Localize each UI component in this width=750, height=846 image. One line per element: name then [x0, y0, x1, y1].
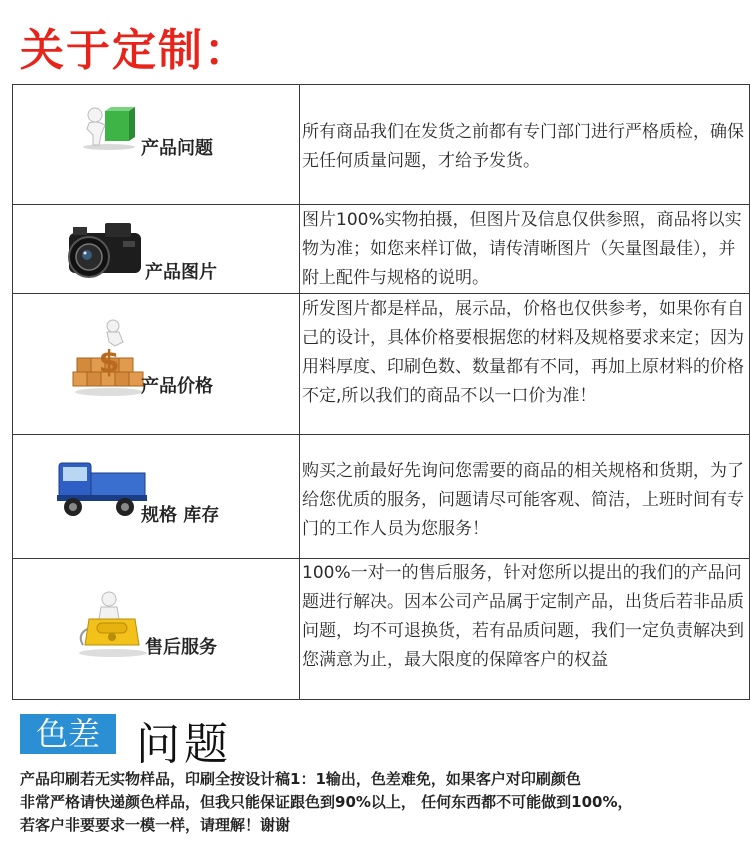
person-with-telephone-icon	[73, 589, 153, 659]
color-difference-badge: 色差	[20, 714, 116, 754]
info-table	[12, 84, 750, 700]
table-row	[13, 559, 750, 700]
row-label: 产品价格	[141, 376, 213, 397]
table-row	[13, 85, 750, 205]
svg-text:$: $	[98, 345, 120, 380]
row-label: 产品图片	[145, 262, 217, 283]
table-row	[13, 294, 750, 435]
color-difference-title: 问题	[136, 719, 232, 770]
row-label-cell	[13, 294, 300, 435]
table-row	[13, 435, 750, 559]
row-text: 所有商品我们在发货之前都有专门部门进行严格质检，确保无任何质量问题，才给予发货。	[300, 85, 750, 205]
row-label: 产品问题	[141, 138, 213, 159]
blue-truck-icon	[53, 457, 149, 521]
row-label-cell	[13, 435, 300, 559]
dollar-sign-icon	[69, 318, 147, 398]
row-text: 购买之前最好先询问您需要的商品的相关规格和货期，为了给您优质的服务，问题请尽可能客观、简洁，上班时间有专门的工作人员为您服务！	[300, 435, 750, 559]
row-text: 所发图片都是样品，展示品，价格也仅供参考，如果你有自己的设计，具体价格要根据您的材料及规格要求来定；因为用料厚度、印刷色数、数量都有不同，再加上原材料的价格不定,所以我们的商品不以一口价为准！	[300, 294, 750, 435]
note-line: 产品印刷若无实物样品，印刷全按设计稿1：1输出，色差难免，如果客户对印刷颜色	[20, 770, 581, 788]
row-label: 售后服务	[145, 637, 217, 658]
table-row	[13, 205, 750, 294]
row-label-cell	[13, 559, 300, 700]
note-line: 若客户非要要求一模一样，请理解！谢谢	[20, 816, 291, 834]
person-with-green-box-icon	[79, 105, 143, 151]
row-label: 规格 库存	[141, 505, 220, 526]
camera-icon	[65, 213, 145, 283]
row-text: 图片100%实物拍摄，但图片及信息仅供参照，商品将以实物为准；如您来样订做，请传清晰图片（矢量图最佳），并附上配件与规格的说明。	[300, 205, 750, 294]
page-title: 关于定制：	[20, 25, 250, 76]
color-difference-heading	[20, 712, 620, 770]
row-text: 100%一对一的售后服务，针对您所以提出的我们的产品问题进行解决。因本公司产品属于定制产品，出货后若非品质问题，均不可退换货，若有品质问题，我们一定负责解决到您满意为止，最大限度的保障客户的权益	[300, 559, 750, 700]
row-label-cell	[13, 85, 300, 205]
note-line: 非常严格请快递颜色样品，但我只能保证跟色到90%以上， 任何东西都不可能做到100%，	[20, 793, 633, 811]
row-label-cell	[13, 205, 300, 294]
color-difference-note	[20, 768, 740, 837]
